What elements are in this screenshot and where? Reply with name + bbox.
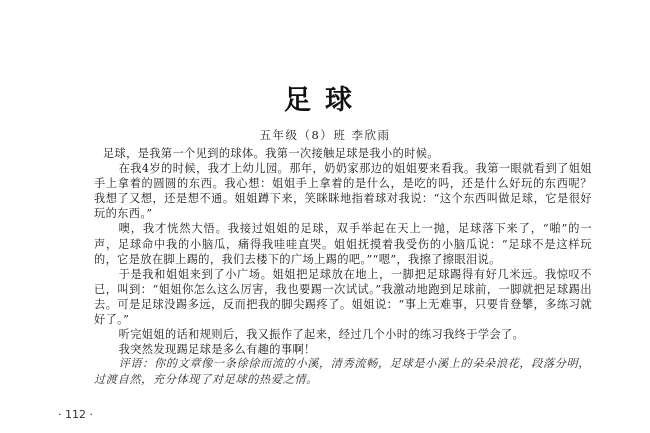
paragraph: 于是我和姐姐来到了小广场。姐姐把足球放在地上，一脚把足球踢得有好几米远。我惊叹不已，叫到：“姐姐你怎么这么厉害，我也要踢一次试试。”我激动地跑到足球前，一脚就把足球踢出去。可是足球没踢多远，反而把我的脚尖踢疼了。姐姐说：“事上无难事，只要肯登攀，多练习就好了。” <box>94 267 592 327</box>
paragraph: 我突然发现踢足球是多么有趣的事啊！ <box>118 343 316 357</box>
paragraph: 噢，我才恍然大悟。我接过姐姐的足球，双手举起在天上一抛，足球落下来了，“啪”的一声，足球命中我的小脑瓜，痛得我哇哇直哭。姐姐抚摸着我受伤的小脑瓜说：“足球不是这样玩的，它是放在脚上踢的，我们去楼下的广场上踢的吧。”“嗯”，我擦了擦眼泪说。 <box>94 222 592 266</box>
paragraph: 足球，是我第一个见到的球体。我第一次接触足球是我小的时候。 <box>102 147 439 160</box>
author-byline: 五年级（8）班 李欣雨 <box>259 128 391 142</box>
essay-body <box>94 146 592 357</box>
teacher-comment: 评语：你的文章像一条徐徐而流的小溪，清秀流畅，足球是小溪上的朵朵浪花，段落分明，过渡自然，充分体现了对足球的热爱之情。 <box>94 357 591 386</box>
paragraph: 在我4岁的时候，我才上幼儿园。那年，奶奶家那边的姐姐要来看我。我第一眼就看到了姐姐手上拿着的圆圆的东西。我心想：姐姐手上拿着的是什么，是吃的吗，还是什么好玩的东西呢？我想了又想，还是想不通。姐姐蹲下来，笑眯眯地指着球对我说：“这个东西叫做足球，它是很好玩的东西。” <box>94 162 592 221</box>
essay-title: 足球 <box>284 85 366 116</box>
page-number: · 112 · <box>58 408 93 421</box>
paragraph: 听完姐姐的话和规则后，我又振作了起来，经过几个小时的练习我终于学会了。 <box>118 328 525 342</box>
